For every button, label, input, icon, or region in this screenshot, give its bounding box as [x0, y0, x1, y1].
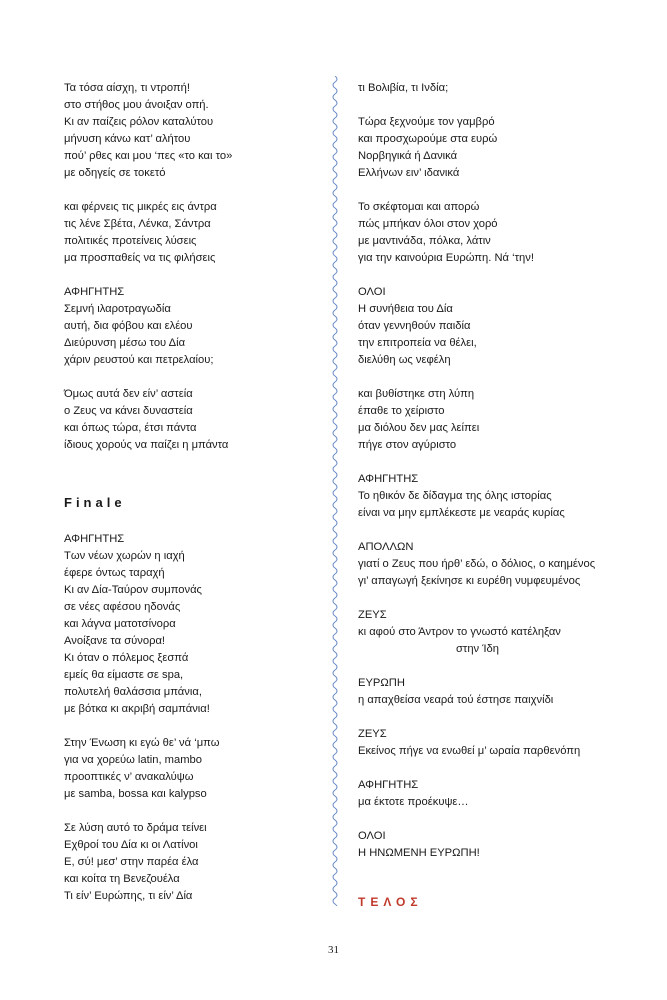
- stanza: [64, 386, 314, 454]
- stanza: [358, 845, 618, 862]
- verse-line: Εκείνος πήγε να ενωθεί μ’ ωραία παρθενόπη: [358, 745, 581, 757]
- stanza: [358, 624, 618, 658]
- verse-line: είναι να μην εμπλέκεστε με νεαράς κυρίας: [358, 507, 565, 519]
- verse-line: με βότκα κι ακριβή σαμπάνια!: [64, 703, 210, 715]
- verse-line: γι’ απαγωγή ξεκίνησε κι ευρέθη νυμφευμένος: [358, 575, 581, 587]
- stanza: [64, 199, 314, 267]
- verse-line: Εχθροί του Δία κι οι Λατίνοι: [64, 839, 198, 851]
- left-column: [64, 80, 314, 922]
- speaker-label: ΑΠΟΛΛΩΝ: [358, 541, 414, 553]
- verse-line: πήγε στον αγύριστο: [358, 439, 457, 451]
- verse-line: μήνυση κάνω κατ’ αλήτου: [64, 133, 191, 145]
- verse-line: Όμως αυτά δεν είν’ αστεία: [64, 388, 193, 400]
- verse-line: Τώρα ξεχνούμε τον γαμβρό: [358, 116, 495, 128]
- section-title-finale: Finale: [64, 495, 126, 510]
- verse-line: και προσχωρούμε στα ευρώ: [358, 133, 498, 145]
- verse-line: όταν γεννηθούν παιδία: [358, 320, 471, 332]
- verse-line: Σεμνή ιλαροτραγωδία: [64, 303, 171, 315]
- stanza: [64, 820, 314, 905]
- verse-line: Νορβηγικά ή Δανικά: [358, 150, 458, 162]
- stanza: [358, 556, 618, 590]
- verse-line: μα έκτοτε προέκυψε…: [358, 796, 469, 808]
- verse-line: με samba, bossa και kalypso: [64, 788, 207, 800]
- verse-line: για την καινούρια Ευρώπη. Νά ‘την!: [358, 252, 534, 264]
- verse-line: Το ηθικόν δε δίδαγμα της όλης ιστορίας: [358, 490, 552, 502]
- stanza: [358, 386, 618, 454]
- verse-line: Τι είν’ Ευρώπης, τι είν’ Δία: [64, 890, 193, 902]
- stanza: [358, 301, 618, 369]
- verse-line: πού’ ρθες και μου ‘πες «το και το»: [64, 150, 233, 162]
- verse-line: πολυτελή θαλάσσια μπάνια,: [64, 686, 202, 698]
- verse-line: Ε, σύ! μεσ’ στην παρέα έλα: [64, 856, 199, 868]
- verse-line: Ανοίξανε τα σύνορα!: [64, 635, 166, 647]
- verse-line: Στην Ένωση κι εγώ θε’ νά ‘μπω: [64, 737, 220, 749]
- stanza: [358, 199, 618, 267]
- verse-line: για να χορεύω latin, mambo: [64, 754, 202, 766]
- right-column: [358, 80, 618, 909]
- stanza: [358, 743, 618, 760]
- end-title: ΤΕΛΟΣ: [358, 895, 423, 909]
- speaker-label: ΑΦΗΓΗΤΗΣ: [358, 779, 419, 791]
- stanza: [64, 735, 314, 803]
- verse-line: κι αφού στο Άντρον το γνωστό κατέληξαν: [358, 626, 561, 638]
- stanza: [64, 80, 314, 182]
- verse-line: ίδιους χορούς να παίζει η μπάντα: [64, 439, 229, 451]
- stanza: [64, 548, 314, 718]
- speaker-label: ΟΛΟΙ: [358, 286, 386, 298]
- verse-line: αυτή, δια φόβου και ελέου: [64, 320, 193, 332]
- speaker-label: ΖΕΥΣ: [358, 609, 387, 621]
- verse-line: σε νέες αφέσου ηδονάς: [64, 601, 181, 613]
- verse-line: Κι αν Δία-Ταύρον συμπονάς: [64, 584, 202, 596]
- verse-line: Των νέων χωρών η ιαχή: [64, 550, 185, 562]
- speaker-label: ΕΥΡΩΠΗ: [358, 677, 405, 689]
- verse-line: πώς μπήκαν όλοι στον χορό: [358, 218, 498, 230]
- speaker-label: ΑΦΗΓΗΤΗΣ: [64, 286, 125, 298]
- page-number: 31: [328, 944, 339, 956]
- verse-line: και όπως τώρα, έτσι πάντα: [64, 422, 197, 434]
- verse-line: Κι αν παίζεις ρόλον καταλύτου: [64, 116, 214, 128]
- verse-line: ο Ζευς να κάνει δυναστεία: [64, 405, 193, 417]
- verse-line: την επιτροπεία να θέλει,: [358, 337, 477, 349]
- verse-line: εμείς θα είμαστε σε spa,: [64, 669, 184, 681]
- verse-line: τι Βολιβία, τι Ινδία;: [358, 82, 449, 94]
- verse-line: Ελλήνων ειν’ ιδανικά: [358, 167, 460, 179]
- verse-line: με οδηγείς σε τοκετό: [64, 167, 166, 179]
- verse-line: τις λένε Σβέτα, Λένκα, Σάντρα: [64, 218, 211, 230]
- verse-line: στην Ίδη: [456, 643, 499, 655]
- column-divider: [330, 76, 340, 906]
- verse-line: Τα τόσα αίσχη, τι ντροπή!: [64, 82, 190, 94]
- speaker-label: ΖΕΥΣ: [358, 728, 387, 740]
- stanza: [358, 794, 618, 811]
- verse-line: Διεύρυνση μέσω του Δία: [64, 337, 186, 349]
- verse-line: μα διόλου δεν μας λείπει: [358, 422, 480, 434]
- stanza: [358, 114, 618, 182]
- verse-line: Το σκέφτομαι και απορώ: [358, 201, 480, 213]
- verse-line: έφερε όντως ταραχή: [64, 567, 165, 579]
- verse-line: και λάγνα ματοτσίνορα: [64, 618, 176, 630]
- speaker-label: ΑΦΗΓΗΤΗΣ: [358, 473, 419, 485]
- stanza: [358, 80, 618, 97]
- verse-line: πολιτικές προτείνεις λύσεις: [64, 235, 197, 247]
- verse-line: η απαχθείσα νεαρά τού έστησε παιχνίδι: [358, 694, 554, 706]
- stanza: [358, 488, 618, 522]
- verse-line: και κοίτα τη Βενεζουέλα: [64, 873, 180, 885]
- verse-line: Σε λύση αυτό το δράμα τείνει: [64, 822, 207, 834]
- verse-line: χάριν ρευστού και πετρελαίου;: [64, 354, 214, 366]
- verse-line: και βυθίστηκε στη λύπη: [358, 388, 475, 400]
- verse-line: Κι όταν ο πόλεμος ξεσπά: [64, 652, 189, 664]
- verse-line: προοπτικές ν’ ανακαλύψω: [64, 771, 194, 783]
- verse-line: διελύθη ως νεφέλη: [358, 354, 451, 366]
- speaker-stanza: [64, 284, 314, 369]
- verse-line: στο στήθος μου άνοιξαν οπή.: [64, 99, 209, 111]
- verse-line: Η ΗΝΩΜΕΝΗ ΕΥΡΩΠΗ!: [358, 847, 480, 859]
- verse-line: Η συνήθεια του Δία: [358, 303, 453, 315]
- verse-line: μα προσπαθείς να τις φιλήσεις: [64, 252, 216, 264]
- speaker-label: ΑΦΗΓΗΤΗΣ: [64, 533, 125, 545]
- verse-line: γιατί ο Ζευς που ήρθ’ εδώ, ο δόλιος, ο καημένος: [358, 558, 596, 570]
- stanza: [358, 692, 618, 709]
- speaker-label: ΟΛΟΙ: [358, 830, 386, 842]
- verse-line: με μαντινάδα, πόλκα, λάτιν: [358, 235, 491, 247]
- verse-line: και φέρνεις τις μικρές εις άντρα: [64, 201, 217, 213]
- verse-line: έπαθε το χείριστο: [358, 405, 445, 417]
